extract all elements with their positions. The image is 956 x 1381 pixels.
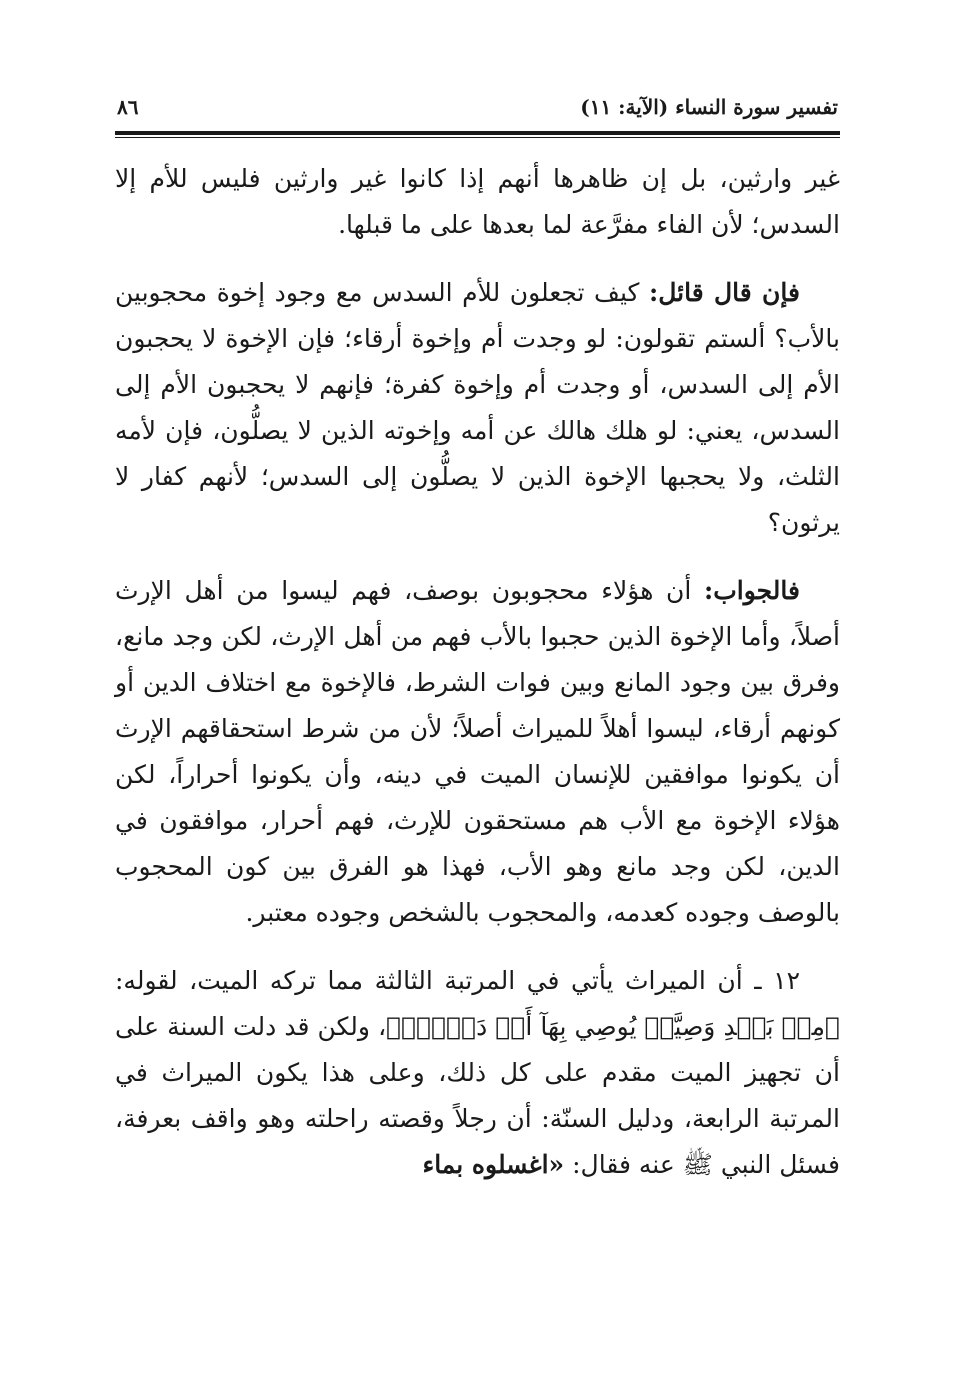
quran-verse: ﴿مِنۢ بَعۡدِ وَصِيَّةٖ يُوصِي بِهَآ أَوۡ دَيۡنٍۗ﴾ <box>386 1012 840 1041</box>
header-rule-thick <box>115 131 840 135</box>
header-rule-thin <box>115 137 840 138</box>
running-title: تفسير سورة النساء (الآية: ١١) <box>580 95 838 119</box>
paragraph-4-text-before: ١٢ ـ أن الميراث يأتي في المرتبة الثالثة مما تركه الميت، لقوله: <box>115 966 800 995</box>
paragraph-4 <box>115 958 840 1188</box>
paragraph-3-text: أن هؤلاء محجوبون بوصف، فهم ليسوا من أهل الإرث أصلاً، وأما الإخوة الذين حجبوا بالأب فهم من أهل الإرث، لكن وجد مانع، وفرق بين وجود المانع وبين فوات الشرط، فالإخوة مع اختلاف الدين أو كونهم أرقاء، ليسوا أهلاً للميراث أصلاً؛ لأن من شرط استحقاقهم الإرث أن يكونوا موافقين للإنسان الميت في دينه، وأن يكونوا أحراراً، لكن هؤلاء الإخوة مع الأب هم مستحقون للإرث، فهم أحرار، موافقون في الدين، لكن وجد مانع وهو الأب، فهذا هو الفرق بين كون المحجوب بالوصف وجوده كعدمه، والمحجوب بالشخص وجوده معتبر. <box>115 576 840 927</box>
paragraph-2-lead: فإن قال قائل: <box>648 278 800 307</box>
paragraph-1-text: غير وارثين، بل إن ظاهرها أنهم إذا كانوا غير وارثين فليس للأم إلا السدس؛ لأن الفاء مفرَّعة لما بعدها على ما قبلها. <box>115 164 840 239</box>
book-page <box>115 95 840 1210</box>
body-text <box>115 156 840 1188</box>
paragraph-2 <box>115 270 840 546</box>
hadith-quote-start: «اغسلوه بماء <box>422 1150 565 1179</box>
paragraph-4-text-after: ، ولكن قد دلت السنة على أن تجهيز الميت مقدم على كل ذلك، وعلى هذا يكون الميراث في المرتبة الرابعة، ودليل السنّة: أن رجلاً وقصته راحلته وهو واقف بعرفة، فسئل النبي ﷺ عنه فقال: <box>115 1012 840 1179</box>
paragraph-2-text: كيف تجعلون للأم السدس مع وجود إخوة محجوبين بالأب؟ ألستم تقولون: لو وجدت أم وإخوة أرقاء؛ فإن الإخوة لا يحجبون الأم إلى السدس، أو وجدت أم وإخوة كفرة؛ فإنهم لا يحجبون الأم إلى السدس، يعني: لو هلك هالك عن أمه وإخوته الذين لا يصلُّون، فإن لأمه الثلث، ولا يحجبها الإخوة الذين لا يصلُّون إلى السدس؛ لأنهم كفار لا يرثون؟ <box>115 278 840 537</box>
running-header <box>115 95 840 129</box>
paragraph-3-lead: فالجواب: <box>704 576 800 605</box>
paragraph-1 <box>115 156 840 248</box>
paragraph-3 <box>115 568 840 936</box>
page-number: ٨٦ <box>117 95 139 119</box>
